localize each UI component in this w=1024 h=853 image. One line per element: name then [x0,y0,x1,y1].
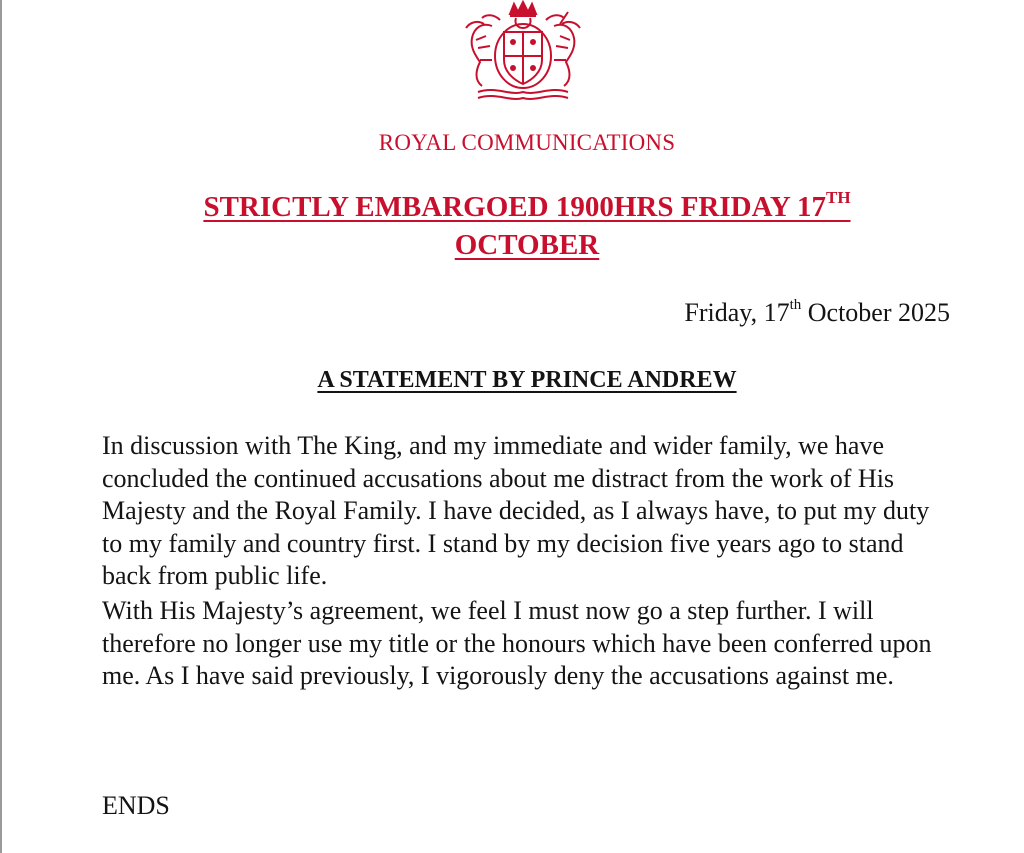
date-ordinal: th [789,297,802,313]
embargo-ordinal: TH [825,188,851,207]
statement-paragraph-1: In discussion with The King, and my immediate and wider family, we have concluded the continued accusations about me distract from the work of His Majesty and the Royal Family. I have decided, as I always have, to put my duty to my family and country first. I stand by my decision five years ago to stand back from public life. [102,431,930,591]
statement-heading: A STATEMENT BY PRINCE ANDREW [317,367,737,393]
embargo-notice [0,188,1024,264]
royal-crest-icon [456,0,590,102]
embargo-line-1: STRICTLY EMBARGOED 1900HRS FRIDAY 17TH [203,188,851,223]
embargo-line-2: OCTOBER [454,229,600,261]
statement-date: Friday, 17th October 2025 [684,297,950,327]
statement-paragraph-2: With His Majesty’s agreement, we feel I must now go a step further. I will therefore no longer use my title or the honours which have been conferred upon me. As I have said previously, I vigorously deny the accusations against me. [102,596,932,691]
organisation-name: ROYAL COMMUNICATIONS [378,130,676,155]
ends-marker: ENDS [102,791,170,820]
